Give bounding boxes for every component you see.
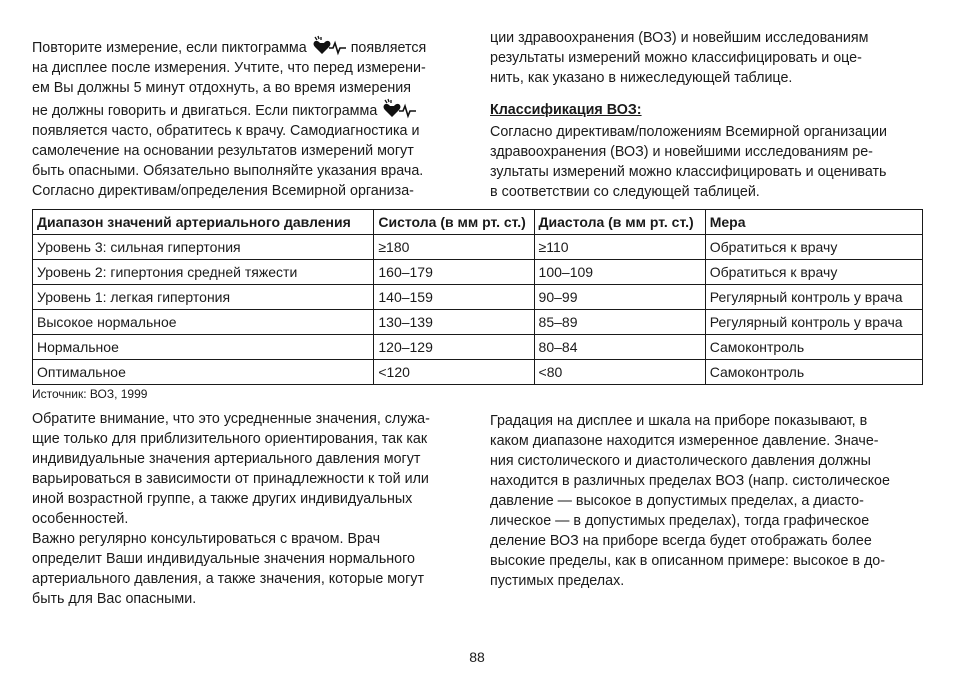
- table-cell: 100–109: [534, 260, 705, 285]
- text-line: ции здравоохранения (ВОЗ) и новейшим исследованиям: [490, 30, 869, 46]
- text-line: варьироваться в зависимости от принадлежности к той или: [32, 471, 429, 487]
- text-line: здравоохранения (ВОЗ) и новейшими исследованиям ре-: [490, 144, 873, 160]
- text-line: Согласно директивам/положениям Всемирной организации: [490, 124, 887, 140]
- text-line: быть опасными. Обязательно выполняйте указания врача.: [32, 163, 424, 179]
- text-line: на дисплее после измерения. Учтите, что перед измерени-: [32, 60, 426, 76]
- table-row: [33, 310, 923, 335]
- text-line: не должны говорить и двигаться. Если пиктограмма: [32, 98, 462, 121]
- text-line: зультаты измерений можно классифицировать и оценивать: [490, 164, 887, 180]
- table-cell: Самоконтроль: [705, 360, 922, 385]
- table-cell: 160–179: [374, 260, 534, 285]
- text-line: результаты измерений можно классифицировать и оце-: [490, 50, 862, 66]
- text-line: пустимых пределах.: [490, 573, 625, 589]
- table-row: [33, 360, 923, 385]
- table-cell: 80–84: [534, 335, 705, 360]
- table-row: [33, 285, 923, 310]
- page-number: 88: [469, 649, 485, 665]
- left-bottom-paragraph: [32, 409, 462, 609]
- table-cell: Самоконтроль: [705, 335, 922, 360]
- text-line: давление — высокое в допустимых пределах, а диасто-: [490, 493, 864, 509]
- text-line: определит Ваши индивидуальные значения нормального: [32, 551, 415, 567]
- text-line: лическое — в допустимых пределах), тогда графическое: [490, 513, 870, 529]
- table-cell: 140–159: [374, 285, 534, 310]
- text-line: в соответствии со следующей таблицей.: [490, 184, 760, 200]
- table-header-row: [33, 210, 923, 235]
- text-line: щие только для приблизительного ориентирования, так как: [32, 431, 428, 447]
- table-cell: <120: [374, 360, 534, 385]
- text-line: самолечение на основании результатов измерений могут: [32, 143, 414, 159]
- irregular-heartbeat-icon: [381, 98, 417, 120]
- text-line: деление ВОЗ на приборе всегда будет отображать более: [490, 533, 872, 549]
- column-header: Систола (в мм рт. ст.): [374, 210, 534, 235]
- left-top-paragraph: [32, 35, 462, 201]
- table-cell: Высокое нормальное: [33, 310, 374, 335]
- table-cell: 85–89: [534, 310, 705, 335]
- table-row: [33, 335, 923, 360]
- column-header: Мера: [705, 210, 922, 235]
- text-line: находится в различных пределах ВОЗ (напр. систолическое: [490, 473, 890, 489]
- table-cell: Уровень 1: легкая гипертония: [33, 285, 374, 310]
- table-cell: Оптимальное: [33, 360, 374, 385]
- text-line: высокие пределы, как в описанном примере: высокое в до-: [490, 553, 885, 569]
- table-cell: Обратиться к врачу: [705, 260, 922, 285]
- text-line: быть для Вас опасными.: [32, 591, 197, 607]
- table-cell: Уровень 2: гипертония средней тяжести: [33, 260, 374, 285]
- text-line: появляется часто, обратитесь к врачу. Самодиагностика и: [32, 123, 420, 139]
- right-bottom-paragraph: [490, 411, 920, 591]
- text-line: ния систолического и диастолического давления должны: [490, 453, 871, 469]
- text-line: иной возрастной группе, а также других индивидуальных: [32, 491, 413, 507]
- table-cell: 90–99: [534, 285, 705, 310]
- text-line: особенностей.: [32, 511, 129, 527]
- text-line: каком диапазоне находится измеренное давление. Значе-: [490, 433, 879, 449]
- irregular-heartbeat-icon: [311, 35, 347, 57]
- right-top-paragraph: [490, 28, 920, 202]
- table-cell: <80: [534, 360, 705, 385]
- section-heading: Классификация ВОЗ:: [490, 102, 642, 118]
- text-line: Обратите внимание, что это усредненные значения, служа-: [32, 411, 430, 427]
- column-header: Диапазон значений артериального давления: [33, 210, 374, 235]
- text-line: Согласно директивам/определения Всемирной организа-: [32, 183, 414, 199]
- text-line: нить, как указано в нижеследующей таблице.: [490, 70, 793, 86]
- table-cell: ≥180: [374, 235, 534, 260]
- source-note: Источник: ВОЗ, 1999: [32, 387, 148, 401]
- text-line: индивидуальные значения артериального давления могут: [32, 451, 421, 467]
- text-line: Градация на дисплее и шкала на приборе показывают, в: [490, 413, 868, 429]
- who-classification-table: [32, 209, 923, 385]
- text-line: ем Вы должны 5 минут отдохнуть, а во время измерения: [32, 80, 412, 96]
- table-row: [33, 260, 923, 285]
- text-line: Важно регулярно консультироваться с врачом. Врач: [32, 531, 381, 547]
- text-line: артериального давления, а также значения, которые могут: [32, 571, 424, 587]
- table-cell: Уровень 3: сильная гипертония: [33, 235, 374, 260]
- table-cell: Регулярный контроль у врача: [705, 310, 922, 335]
- table-cell: Обратиться к врачу: [705, 235, 922, 260]
- table-cell: 130–139: [374, 310, 534, 335]
- table-cell: 120–129: [374, 335, 534, 360]
- table-cell: Нормальное: [33, 335, 374, 360]
- table-row: [33, 235, 923, 260]
- table-cell: Регулярный контроль у врача: [705, 285, 922, 310]
- column-header: Диастола (в мм рт. ст.): [534, 210, 705, 235]
- text-line: Повторите измерение, если пиктограмма появляется: [32, 35, 462, 58]
- table-cell: ≥110: [534, 235, 705, 260]
